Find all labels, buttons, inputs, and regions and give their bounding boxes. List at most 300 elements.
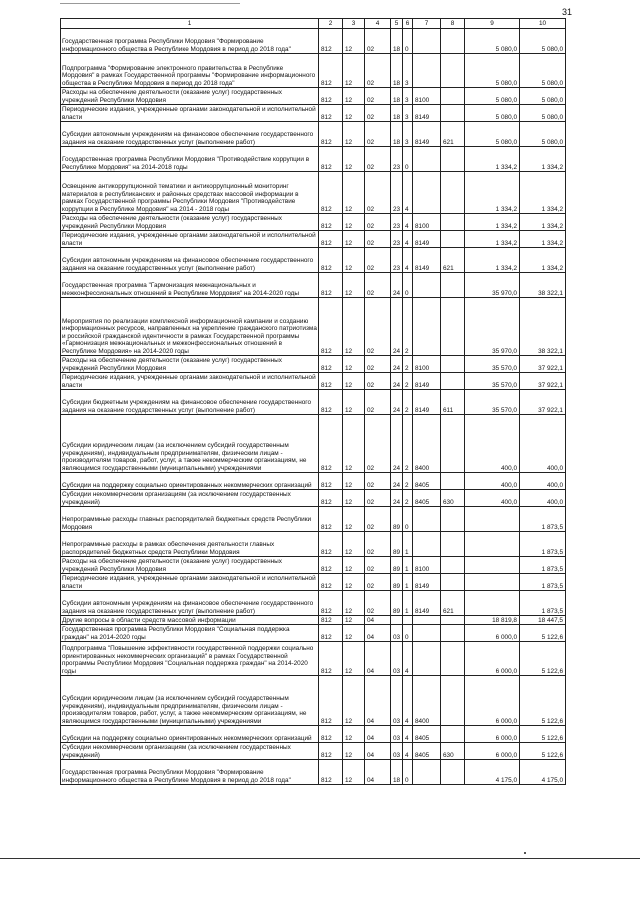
cell-c6: 0 xyxy=(403,625,413,642)
table-row xyxy=(61,473,566,490)
cell-c10: 1 334,2 xyxy=(520,147,566,172)
cell-c7: 8100 xyxy=(413,557,441,574)
cell-c2: 812 xyxy=(319,122,343,147)
cell-c9: 1 334,2 xyxy=(465,231,520,248)
cell-c6: 2 xyxy=(403,390,413,415)
row-name: Субсидии некоммерческим организациям (за исключением государственных учреждений) xyxy=(61,743,319,760)
table-row xyxy=(61,172,566,214)
cell-c3: 12 xyxy=(343,591,365,616)
table-row xyxy=(61,642,566,676)
cell-c4: 02 xyxy=(365,231,391,248)
cell-c8: 621 xyxy=(441,122,465,147)
cell-c3: 12 xyxy=(343,273,365,298)
cell-c3: 12 xyxy=(343,390,365,415)
table-row xyxy=(61,54,566,88)
cell-c8 xyxy=(441,616,465,625)
cell-c6: 0 xyxy=(403,507,413,532)
table-row xyxy=(61,373,566,390)
cell-c2: 812 xyxy=(319,616,343,625)
cell-c5: 18 xyxy=(391,29,403,54)
cell-c5: 18 xyxy=(391,105,403,122)
cell-c4: 02 xyxy=(365,574,391,591)
bottom-rule xyxy=(0,858,640,859)
cell-c4: 04 xyxy=(365,642,391,676)
row-name: Государственная программа Республики Мордовия "Социальная поддержка граждан" на 2014-2020 годы xyxy=(61,625,319,642)
cell-c6: 1 xyxy=(403,532,413,557)
cell-c9: 5 080,0 xyxy=(465,122,520,147)
cell-c2: 812 xyxy=(319,743,343,760)
cell-c5: 24 xyxy=(391,273,403,298)
cell-c10: 400,0 xyxy=(520,473,566,490)
cell-c8 xyxy=(441,231,465,248)
cell-c9: 400,0 xyxy=(465,415,520,473)
cell-c9: 6 000,0 xyxy=(465,743,520,760)
cell-c7: 8149 xyxy=(413,105,441,122)
col-header-3: 3 xyxy=(343,19,365,29)
cell-c3: 12 xyxy=(343,625,365,642)
row-name: Государственная программа Республики Мордовия "Противодействие коррупции в Республике Мордовия" на 2014-2018 годы xyxy=(61,147,319,172)
cell-c5: 89 xyxy=(391,591,403,616)
table-row xyxy=(61,273,566,298)
cell-c2: 812 xyxy=(319,273,343,298)
cell-c4: 02 xyxy=(365,172,391,214)
cell-c6: 4 xyxy=(403,231,413,248)
cell-c8: 621 xyxy=(441,248,465,273)
cell-c9: 6 000,0 xyxy=(465,726,520,743)
cell-c4: 02 xyxy=(365,507,391,532)
cell-c9: 1 334,2 xyxy=(465,248,520,273)
cell-c2: 812 xyxy=(319,248,343,273)
cell-c5: 24 xyxy=(391,473,403,490)
cell-c6: 0 xyxy=(403,147,413,172)
cell-c5: 18 xyxy=(391,760,403,785)
row-name: Непрограммные расходы в рамках обеспечения деятельности главных распорядителей бюджетных средств Республики Мордовия xyxy=(61,532,319,557)
cell-c9: 5 080,0 xyxy=(465,54,520,88)
cell-c6: 1 xyxy=(403,557,413,574)
cell-c9 xyxy=(465,507,520,532)
cell-c2: 812 xyxy=(319,625,343,642)
cell-c7 xyxy=(413,616,441,625)
cell-c4: 02 xyxy=(365,415,391,473)
cell-c3: 12 xyxy=(343,760,365,785)
cell-c8: 621 xyxy=(441,591,465,616)
cell-c10: 37 922,1 xyxy=(520,390,566,415)
row-name: Расходы на обеспечение деятельности (оказание услуг) государственных учреждений Республики Мордовия xyxy=(61,88,319,105)
table-row xyxy=(61,147,566,172)
table-row xyxy=(61,507,566,532)
cell-c7: 8149 xyxy=(413,231,441,248)
table-row xyxy=(61,415,566,473)
cell-c5: 03 xyxy=(391,642,403,676)
row-name: Периодические издания, учрежденные органами законодательной и исполнительной власти xyxy=(61,231,319,248)
table-row xyxy=(61,616,566,625)
cell-c8 xyxy=(441,676,465,726)
cell-c2: 812 xyxy=(319,760,343,785)
cell-c10: 5 122,6 xyxy=(520,676,566,726)
cell-c3: 12 xyxy=(343,356,365,373)
table-row xyxy=(61,29,566,54)
cell-c5: 23 xyxy=(391,214,403,231)
cell-c2: 812 xyxy=(319,473,343,490)
cell-c3: 12 xyxy=(343,298,365,356)
cell-c7: 8149 xyxy=(413,248,441,273)
cell-c8 xyxy=(441,214,465,231)
table-row xyxy=(61,214,566,231)
page-number: 31 xyxy=(562,7,573,17)
cell-c4: 02 xyxy=(365,105,391,122)
cell-c2: 812 xyxy=(319,54,343,88)
cell-c7 xyxy=(413,54,441,88)
cell-c5: 03 xyxy=(391,625,403,642)
cell-c10: 5 080,0 xyxy=(520,29,566,54)
cell-c10: 5 122,6 xyxy=(520,625,566,642)
cell-c2: 812 xyxy=(319,29,343,54)
cell-c10: 37 922,1 xyxy=(520,373,566,390)
col-header-8: 8 xyxy=(441,19,465,29)
cell-c8 xyxy=(441,726,465,743)
cell-c10: 1 334,2 xyxy=(520,172,566,214)
cell-c7 xyxy=(413,532,441,557)
cell-c5: 24 xyxy=(391,373,403,390)
cell-c4: 02 xyxy=(365,147,391,172)
cell-c9 xyxy=(465,532,520,557)
cell-c5: 24 xyxy=(391,356,403,373)
cell-c4: 02 xyxy=(365,54,391,88)
cell-c6: 0 xyxy=(403,760,413,785)
cell-c10: 5 080,0 xyxy=(520,122,566,147)
cell-c3: 12 xyxy=(343,172,365,214)
table-row xyxy=(61,248,566,273)
cell-c9: 4 175,0 xyxy=(465,760,520,785)
cell-c8 xyxy=(441,88,465,105)
cell-c4: 02 xyxy=(365,473,391,490)
col-header-1: 1 xyxy=(61,19,319,29)
cell-c8 xyxy=(441,760,465,785)
cell-c8 xyxy=(441,574,465,591)
row-name: Периодические издания, учрежденные органами законодательной и исполнительной власти xyxy=(61,574,319,591)
cell-c6: 0 xyxy=(403,273,413,298)
scan-dot xyxy=(524,852,526,854)
cell-c2: 812 xyxy=(319,532,343,557)
cell-c3: 12 xyxy=(343,122,365,147)
cell-c6: 4 xyxy=(403,172,413,214)
cell-c8 xyxy=(441,557,465,574)
col-header-10: 10 xyxy=(520,19,566,29)
row-name: Другие вопросы в области средств массовой информации xyxy=(61,616,319,625)
cell-c6: 3 xyxy=(403,122,413,147)
table-row xyxy=(61,760,566,785)
cell-c7: 8405 xyxy=(413,473,441,490)
cell-c10: 400,0 xyxy=(520,490,566,507)
cell-c4: 04 xyxy=(365,616,391,625)
cell-c2: 812 xyxy=(319,490,343,507)
cell-c2: 812 xyxy=(319,105,343,122)
cell-c10: 5 122,6 xyxy=(520,726,566,743)
cell-c3: 12 xyxy=(343,507,365,532)
cell-c8 xyxy=(441,172,465,214)
row-name: Периодические издания, учрежденные органами законодательной и исполнительной власти xyxy=(61,105,319,122)
cell-c5: 89 xyxy=(391,557,403,574)
row-name: Субсидии автономным учреждениям на финансовое обеспечение государственного задания на оказание государственных услуг (выполнение работ) xyxy=(61,248,319,273)
row-name: Подпрограмма "Формирование электронного правительства в Республике Мордовия" в рамках Государственной программы "Формирование информационного общества в Республике Мордовия в период до 2018 года" xyxy=(61,54,319,88)
cell-c7: 8149 xyxy=(413,122,441,147)
cell-c9: 1 334,2 xyxy=(465,172,520,214)
cell-c3: 12 xyxy=(343,147,365,172)
cell-c3: 12 xyxy=(343,532,365,557)
cell-c8: 630 xyxy=(441,490,465,507)
cell-c4: 02 xyxy=(365,273,391,298)
cell-c7 xyxy=(413,625,441,642)
cell-c10: 38 322,1 xyxy=(520,273,566,298)
cell-c2: 812 xyxy=(319,557,343,574)
cell-c4: 02 xyxy=(365,29,391,54)
cell-c6: 4 xyxy=(403,248,413,273)
cell-c9: 5 080,0 xyxy=(465,88,520,105)
cell-c7: 8100 xyxy=(413,88,441,105)
cell-c2: 812 xyxy=(319,356,343,373)
cell-c10: 1 334,2 xyxy=(520,248,566,273)
cell-c8 xyxy=(441,473,465,490)
cell-c8 xyxy=(441,507,465,532)
cell-c3: 12 xyxy=(343,676,365,726)
table-row xyxy=(61,532,566,557)
cell-c8 xyxy=(441,273,465,298)
table-row xyxy=(61,490,566,507)
cell-c6: 2 xyxy=(403,415,413,473)
cell-c2: 812 xyxy=(319,147,343,172)
cell-c5: 23 xyxy=(391,248,403,273)
cell-c7 xyxy=(413,147,441,172)
cell-c8 xyxy=(441,625,465,642)
cell-c9 xyxy=(465,557,520,574)
cell-c8 xyxy=(441,532,465,557)
cell-c6: 3 xyxy=(403,54,413,88)
cell-c4: 04 xyxy=(365,743,391,760)
cell-c10: 4 175,0 xyxy=(520,760,566,785)
cell-c9 xyxy=(465,574,520,591)
cell-c6 xyxy=(403,616,413,625)
col-header-9: 9 xyxy=(465,19,520,29)
cell-c6: 1 xyxy=(403,574,413,591)
row-name: Непрограммные расходы главных распорядителей бюджетных средств Республики Мордовия xyxy=(61,507,319,532)
cell-c5: 18 xyxy=(391,88,403,105)
cell-c2: 812 xyxy=(319,415,343,473)
cell-c7: 8405 xyxy=(413,490,441,507)
budget-table xyxy=(60,18,566,785)
cell-c10: 1 873,5 xyxy=(520,507,566,532)
cell-c8 xyxy=(441,373,465,390)
table-row xyxy=(61,356,566,373)
row-name: Субсидии автономным учреждениям на финансовое обеспечение государственного задания на оказание государственных услуг (выполнение работ) xyxy=(61,591,319,616)
cell-c10: 1 873,5 xyxy=(520,557,566,574)
cell-c10: 18 447,5 xyxy=(520,616,566,625)
cell-c5: 03 xyxy=(391,743,403,760)
cell-c5: 23 xyxy=(391,172,403,214)
cell-c5: 03 xyxy=(391,726,403,743)
cell-c4: 02 xyxy=(365,248,391,273)
cell-c7 xyxy=(413,760,441,785)
cell-c7: 8400 xyxy=(413,676,441,726)
table-row xyxy=(61,122,566,147)
cell-c8: 630 xyxy=(441,743,465,760)
row-name: Освещение антикоррупционной тематики и антикоррупционный мониторинг материалов в республиканских и районных средствах массовой информации в рамках Государственной программы Республики Мордовия "Противодействие коррупции в Республике Мордовия" на 2014 - 2018 годы xyxy=(61,172,319,214)
row-name: Субсидии юридическим лицам (за исключением субсидий государственным учреждениям), индивидуальным предпринимателям, физическим лицам - производителям товаров, работ, услуг, а также некоммерческим организациям, не являющимся государственными (муниципальными) учреждениями xyxy=(61,415,319,473)
cell-c5: 24 xyxy=(391,415,403,473)
cell-c6: 3 xyxy=(403,105,413,122)
table-row xyxy=(61,574,566,591)
cell-c3: 12 xyxy=(343,29,365,54)
cell-c9: 1 334,2 xyxy=(465,147,520,172)
cell-c9: 18 819,8 xyxy=(465,616,520,625)
cell-c2: 812 xyxy=(319,88,343,105)
cell-c9: 400,0 xyxy=(465,473,520,490)
cell-c3: 12 xyxy=(343,231,365,248)
cell-c2: 812 xyxy=(319,676,343,726)
cell-c4: 04 xyxy=(365,625,391,642)
cell-c10: 1 334,2 xyxy=(520,231,566,248)
cell-c3: 12 xyxy=(343,743,365,760)
cell-c5: 24 xyxy=(391,490,403,507)
table-row xyxy=(61,298,566,356)
cell-c8 xyxy=(441,147,465,172)
cell-c7: 8400 xyxy=(413,415,441,473)
row-name: Субсидии юридическим лицам (за исключением субсидий государственным учреждениям), индивидуальным предпринимателям, физическим лицам - производителям товаров, работ, услуг, а также некоммерческим организациям, не являющимся государственными (муниципальными) учреждениями xyxy=(61,676,319,726)
cell-c9: 35 970,0 xyxy=(465,298,520,356)
cell-c6: 1 xyxy=(403,591,413,616)
cell-c8 xyxy=(441,415,465,473)
cell-c10: 1 334,2 xyxy=(520,214,566,231)
table-row xyxy=(61,676,566,726)
cell-c10: 5 080,0 xyxy=(520,88,566,105)
cell-c6: 4 xyxy=(403,214,413,231)
col-header-7: 7 xyxy=(413,19,441,29)
cell-c2: 812 xyxy=(319,390,343,415)
cell-c6: 2 xyxy=(403,298,413,356)
cell-c8 xyxy=(441,105,465,122)
cell-c10: 5 080,0 xyxy=(520,105,566,122)
cell-c5: 24 xyxy=(391,390,403,415)
col-header-6: 6 xyxy=(403,19,413,29)
cell-c7: 8149 xyxy=(413,373,441,390)
cell-c2: 812 xyxy=(319,574,343,591)
cell-c5: 89 xyxy=(391,532,403,557)
cell-c2: 812 xyxy=(319,373,343,390)
cell-c6: 2 xyxy=(403,490,413,507)
cell-c6: 4 xyxy=(403,642,413,676)
col-header-4: 4 xyxy=(365,19,391,29)
cell-c9: 400,0 xyxy=(465,490,520,507)
cell-c8 xyxy=(441,298,465,356)
table-row xyxy=(61,390,566,415)
cell-c3: 12 xyxy=(343,373,365,390)
cell-c7: 8100 xyxy=(413,214,441,231)
cell-c10: 37 922,1 xyxy=(520,356,566,373)
cell-c4: 02 xyxy=(365,122,391,147)
cell-c7 xyxy=(413,273,441,298)
cell-c3: 12 xyxy=(343,415,365,473)
cell-c7: 8149 xyxy=(413,591,441,616)
cell-c3: 12 xyxy=(343,54,365,88)
cell-c2: 812 xyxy=(319,231,343,248)
cell-c4: 02 xyxy=(365,490,391,507)
cell-c8 xyxy=(441,29,465,54)
row-name: Субсидии на поддержку социально ориентированных некоммерческих организаций xyxy=(61,473,319,490)
cell-c8 xyxy=(441,54,465,88)
cell-c7 xyxy=(413,298,441,356)
table-row xyxy=(61,726,566,743)
cell-c6: 4 xyxy=(403,676,413,726)
cell-c4: 02 xyxy=(365,214,391,231)
cell-c3: 12 xyxy=(343,642,365,676)
cell-c6: 3 xyxy=(403,88,413,105)
cell-c5: 23 xyxy=(391,147,403,172)
cell-c3: 12 xyxy=(343,214,365,231)
cell-c4: 02 xyxy=(365,88,391,105)
cell-c2: 812 xyxy=(319,172,343,214)
cell-c3: 12 xyxy=(343,88,365,105)
cell-c7 xyxy=(413,172,441,214)
cell-c10: 1 873,5 xyxy=(520,532,566,557)
cell-c2: 812 xyxy=(319,214,343,231)
cell-c6: 2 xyxy=(403,356,413,373)
cell-c4: 02 xyxy=(365,356,391,373)
cell-c9: 35 570,0 xyxy=(465,373,520,390)
cell-c7: 8149 xyxy=(413,574,441,591)
table-row xyxy=(61,591,566,616)
cell-c3: 12 xyxy=(343,490,365,507)
cell-c10: 38 322,1 xyxy=(520,298,566,356)
row-name: Подпрограмма "Повышение эффективности государственной поддержки социально ориентированных некоммерческих организаций" в рамках Государственной программы Республики Мордовия "Социальная поддержка граждан" на 2014-2020 годы xyxy=(61,642,319,676)
row-name: Государственная программа Республики Мордовия "Формирование информационного общества в Республике Мордовия в период до 2018 года" xyxy=(61,760,319,785)
cell-c9: 35 570,0 xyxy=(465,356,520,373)
cell-c5: 23 xyxy=(391,231,403,248)
cell-c4: 04 xyxy=(365,726,391,743)
cell-c4: 04 xyxy=(365,676,391,726)
cell-c5 xyxy=(391,616,403,625)
table-row xyxy=(61,231,566,248)
cell-c5: 18 xyxy=(391,54,403,88)
cell-c3: 12 xyxy=(343,616,365,625)
cell-c9: 35 970,0 xyxy=(465,273,520,298)
table-row xyxy=(61,88,566,105)
cell-c9: 6 000,0 xyxy=(465,625,520,642)
cell-c10: 1 873,5 xyxy=(520,574,566,591)
cell-c4: 02 xyxy=(365,591,391,616)
cell-c6: 4 xyxy=(403,726,413,743)
table-row xyxy=(61,743,566,760)
cell-c3: 12 xyxy=(343,473,365,490)
row-name: Государственная программа "Гармонизация межнациональных и межконфессиональных отношений в Республике Мордовия" на 2014-2020 годы xyxy=(61,273,319,298)
cell-c7 xyxy=(413,642,441,676)
cell-c7: 8100 xyxy=(413,356,441,373)
cell-c9: 6 000,0 xyxy=(465,642,520,676)
row-name: Расходы на обеспечение деятельности (оказание услуг) государственных учреждений Республики Мордовия xyxy=(61,356,319,373)
cell-c2: 812 xyxy=(319,642,343,676)
row-name: Периодические издания, учрежденные органами законодательной и исполнительной власти xyxy=(61,373,319,390)
cell-c4: 02 xyxy=(365,390,391,415)
cell-c9: 35 570,0 xyxy=(465,390,520,415)
cell-c6: 4 xyxy=(403,743,413,760)
cell-c6: 0 xyxy=(403,29,413,54)
cell-c10: 400,0 xyxy=(520,415,566,473)
top-rule xyxy=(60,3,240,4)
table-row xyxy=(61,625,566,642)
cell-c5: 18 xyxy=(391,122,403,147)
cell-c10: 5 080,0 xyxy=(520,54,566,88)
cell-c4: 02 xyxy=(365,298,391,356)
cell-c5: 89 xyxy=(391,507,403,532)
cell-c8 xyxy=(441,642,465,676)
